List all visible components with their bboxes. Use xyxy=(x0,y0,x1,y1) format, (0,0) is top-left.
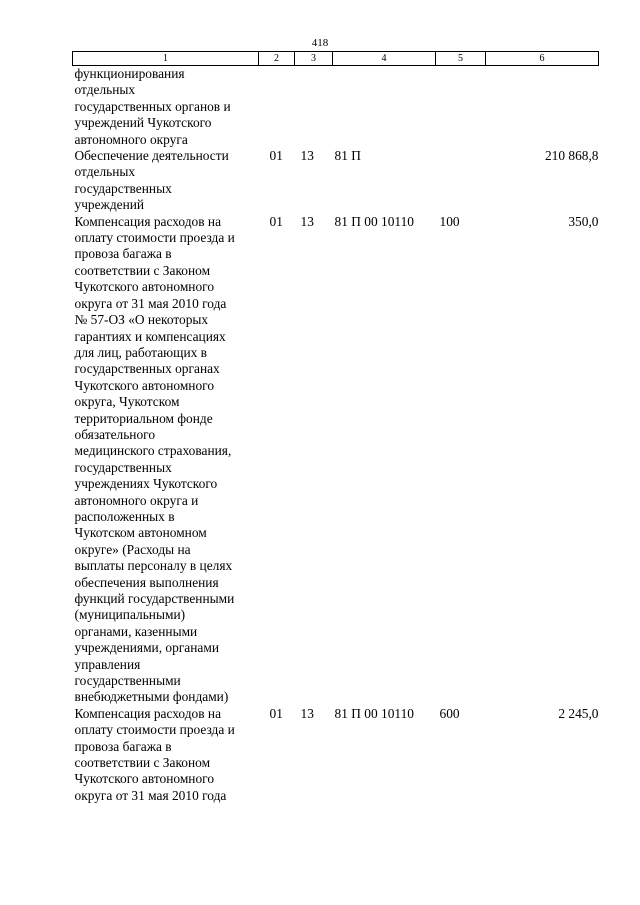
table-row xyxy=(73,148,599,214)
budget-table xyxy=(72,51,599,804)
row-description xyxy=(73,706,259,804)
description-line: округа от 31 мая 2010 года xyxy=(74,295,227,311)
description-line: (муниципальными) xyxy=(74,607,186,623)
description-line: обязательного xyxy=(74,426,156,442)
description-line: государственных xyxy=(74,459,172,475)
description-line: учреждениях Чукотского xyxy=(74,476,218,492)
column-header: 2 xyxy=(259,52,295,66)
description-line: гарантиях и компенсациях xyxy=(74,328,226,344)
column-header: 6 xyxy=(486,52,599,66)
row-description xyxy=(73,66,259,149)
description-line: органами, казенными xyxy=(74,623,198,639)
section-code: 01 xyxy=(269,705,283,721)
header-row xyxy=(73,52,599,66)
expense-type-code xyxy=(436,66,486,149)
description-line: оплату стоимости проезда и xyxy=(74,230,235,246)
target-article-code xyxy=(333,66,436,149)
amount-value xyxy=(486,66,599,149)
subsection-code: 13 xyxy=(300,705,314,721)
table-row xyxy=(73,706,599,804)
description-line: оплату стоимости проезда и xyxy=(74,722,235,738)
description-line: территориальном фонде xyxy=(74,410,213,426)
description-line: округа от 31 мая 2010 года xyxy=(74,787,227,803)
column-header: 4 xyxy=(333,52,436,66)
column-header: 3 xyxy=(295,52,333,66)
description-line: Чукотского автономного xyxy=(74,377,215,393)
description-line: государственных xyxy=(74,180,172,196)
table-body xyxy=(73,66,599,805)
subsection-code: 13 xyxy=(300,213,314,229)
description-line: управления xyxy=(74,656,141,672)
target-article-code: 81 П 00 10110 xyxy=(334,705,414,721)
description-line: расположенных в xyxy=(74,508,175,524)
description-line: Чукотского автономного xyxy=(74,771,215,787)
description-line: округа, Чукотском xyxy=(74,394,180,410)
subsection-code: 13 xyxy=(300,148,314,164)
description-line: для лиц, работающих в xyxy=(74,344,207,360)
description-line: Чукотского автономного xyxy=(74,279,215,295)
description-line: автономного округа и xyxy=(74,492,199,508)
description-line: выплаты персоналу в целях xyxy=(74,558,233,574)
section-code: 01 xyxy=(269,148,283,164)
target-article-code: 81 П xyxy=(334,148,361,164)
description-line: отдельных xyxy=(74,164,136,180)
description-line: обеспечения выполнения xyxy=(74,574,219,590)
page-number: 418 xyxy=(311,37,329,49)
description-line: № 57-ОЗ «О некоторых xyxy=(74,312,209,328)
amount-value: 350,0 xyxy=(568,213,599,229)
subsection-code xyxy=(295,66,333,149)
table-row xyxy=(73,214,599,706)
description-line: внебюджетными фондами) xyxy=(74,689,229,705)
description-line: Обеспечение деятельности xyxy=(74,148,229,164)
description-line: округе» (Расходы на xyxy=(74,541,191,557)
description-line: государственных органах xyxy=(74,361,220,377)
description-line: государственных органов и xyxy=(74,98,231,114)
table-row xyxy=(73,66,599,149)
table-header xyxy=(73,52,599,66)
description-line: автономного округа xyxy=(74,131,188,147)
target-article-code: 81 П 00 10110 xyxy=(334,213,414,229)
section-code: 01 xyxy=(269,213,283,229)
description-line: Компенсация расходов на xyxy=(74,213,222,229)
description-line: Чукотском автономном xyxy=(74,525,207,541)
description-line: медицинского страхования, xyxy=(74,443,232,459)
description-line: соответствии с Законом xyxy=(74,755,211,771)
column-header: 1 xyxy=(73,52,259,66)
column-header: 5 xyxy=(436,52,486,66)
row-description xyxy=(73,148,259,214)
row-description xyxy=(73,214,259,706)
description-line: провоза багажа в xyxy=(74,738,172,754)
description-line: учреждениями, органами xyxy=(74,640,219,656)
description-line: учреждений xyxy=(74,197,145,213)
expense-type-code xyxy=(436,148,486,214)
description-line: Компенсация расходов на xyxy=(74,705,222,721)
description-line: провоза багажа в xyxy=(74,246,172,262)
expense-type-code: 600 xyxy=(439,705,460,721)
description-line: функций государственными xyxy=(74,591,235,606)
section-code xyxy=(259,66,295,149)
amount-value: 2 245,0 xyxy=(558,705,599,721)
description-line: учреждений Чукотского xyxy=(74,115,212,131)
description-line: отдельных xyxy=(74,82,136,98)
expense-type-code: 100 xyxy=(439,213,460,229)
description-line: соответствии с Законом xyxy=(74,262,211,278)
amount-value: 210 868,8 xyxy=(544,148,599,164)
description-line: функционирования xyxy=(74,66,185,81)
description-line: государственными xyxy=(74,673,181,689)
